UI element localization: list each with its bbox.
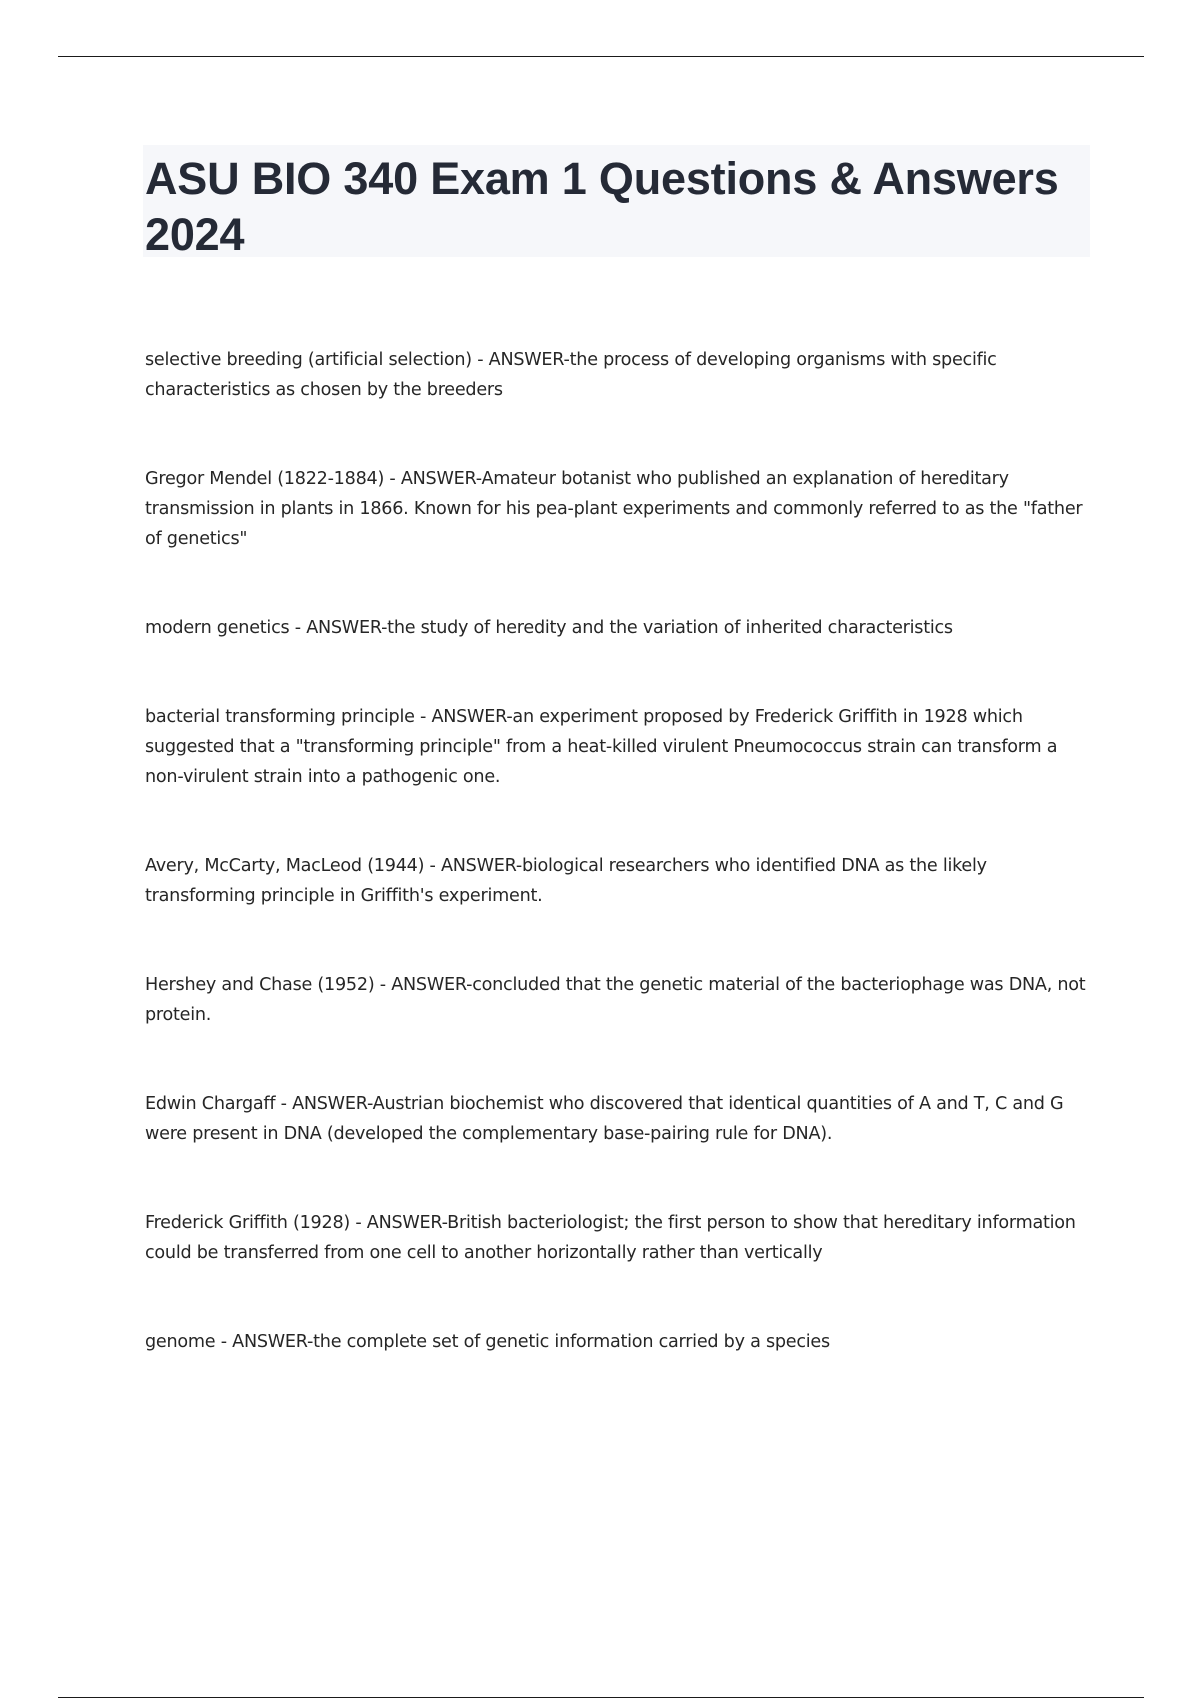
title-banner [143, 145, 1090, 260]
qa-entry-modern-genetics: modern genetics - ANSWER-the study of heredity and the variation of inherited characteristics [145, 618, 953, 638]
qa-entry-frederick-griffith: Frederick Griffith (1928) - ANSWER-British bacteriologist; the first person to show that hereditary information could be transferred from one cell to another horizontally rather than vertically [145, 1213, 1076, 1263]
qa-entry-genome: genome - ANSWER-the complete set of genetic information carried by a species [145, 1332, 830, 1352]
document-title: ASU BIO 340 Exam 1 Questions & Answers 2024 [145, 153, 1059, 260]
qa-entry-gregor-mendel: Gregor Mendel (1822-1884) - ANSWER-Amateur botanist who published an explanation of hereditary transmission in plants in 1866. Known for his pea-plant experiments and commonly referred to as the "father of genetics" [145, 469, 1083, 549]
qa-list [145, 345, 1090, 1416]
qa-entry-hershey-chase: Hershey and Chase (1952) - ANSWER-concluded that the genetic material of the bacteriophage was DNA, not protein. [145, 975, 1086, 1025]
qa-entry-avery-mccarty-macleod: Avery, McCarty, MacLeod (1944) - ANSWER-biological researchers who identified DNA as the likely transforming principle in Griffith's experiment. [145, 856, 987, 906]
top-divider [58, 56, 1144, 57]
qa-entry-transforming-principle: bacterial transforming principle - ANSWER-an experiment proposed by Frederick Griffith in 1928 which suggested that a "transforming principle" from a heat-killed virulent Pneumococcus strain can transform a non-virulent strain into a pathogenic one. [145, 707, 1058, 787]
bottom-divider [58, 1697, 1144, 1698]
qa-entry-edwin-chargaff: Edwin Chargaff - ANSWER-Austrian biochemist who discovered that identical quantities of A and T, C and G were present in DNA (developed the complementary base-pairing rule for DNA). [145, 1094, 1064, 1144]
qa-entry-selective-breeding: selective breeding (artificial selection) - ANSWER-the process of developing organisms with specific characteristics as chosen by the breeders [145, 350, 997, 400]
